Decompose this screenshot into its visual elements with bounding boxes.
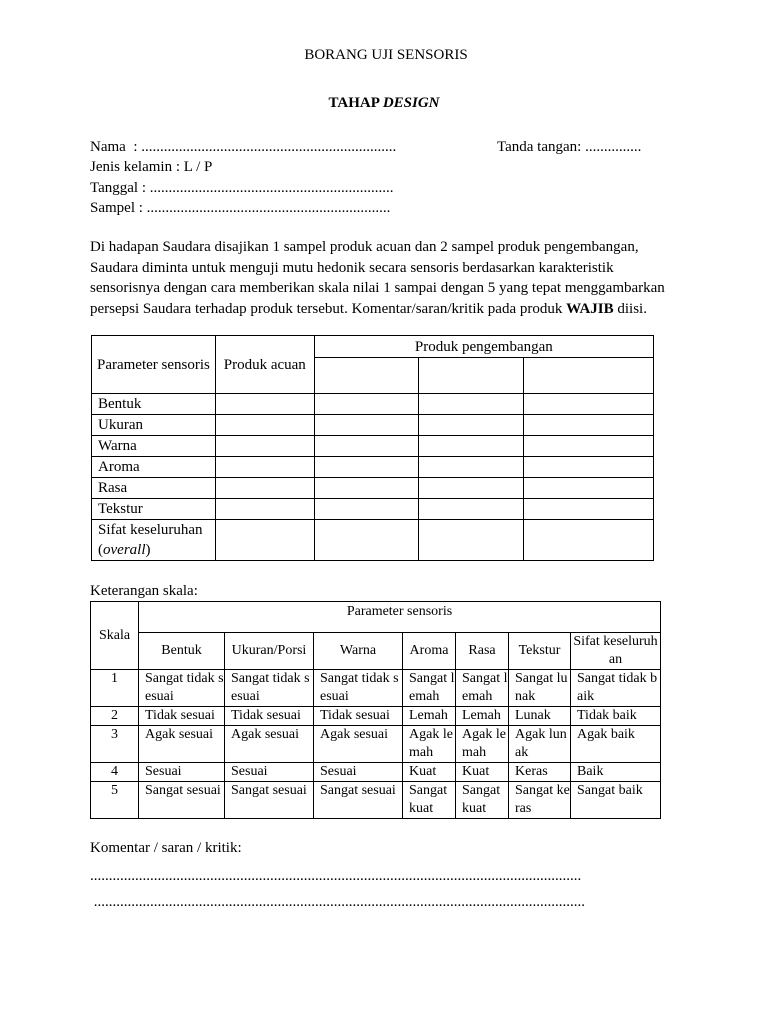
tanda-tangan-field[interactable]: Tanda tangan: ............... bbox=[497, 139, 642, 155]
scale-cell: Sangat tidak sesuai bbox=[139, 670, 225, 707]
scale-cell: Sangat lunak bbox=[509, 670, 571, 707]
row-label-aroma: Aroma bbox=[92, 457, 216, 478]
scale-cell: Tidak baik bbox=[571, 707, 661, 726]
input-cell[interactable] bbox=[215, 394, 314, 415]
subtitle-prefix: TAHAP bbox=[328, 95, 383, 111]
scale-cell: Sangat sesuai bbox=[314, 782, 403, 819]
row-label-sifat-keseluruhan bbox=[92, 520, 216, 561]
scale-cell: Lunak bbox=[509, 707, 571, 726]
overall-italic: overall bbox=[103, 542, 146, 558]
comment-label: Komentar / saran / kritik: bbox=[90, 840, 242, 856]
overall-close: ) bbox=[145, 542, 151, 558]
scale-cell: Sangat kuat bbox=[403, 782, 456, 819]
input-cell[interactable] bbox=[524, 436, 654, 457]
input-cell[interactable] bbox=[419, 457, 524, 478]
input-cell[interactable] bbox=[419, 394, 524, 415]
row-label-tekstur: Tekstur bbox=[92, 499, 216, 520]
col-header-bentuk: Bentuk bbox=[139, 633, 225, 670]
sampel-field[interactable]: Sampel : ................................................................. bbox=[90, 200, 391, 216]
page-title: BORANG UJI SENSORIS bbox=[304, 47, 468, 63]
scale-value: 1 bbox=[91, 670, 139, 707]
scale-cell: Agak sesuai bbox=[314, 726, 403, 763]
input-cell[interactable] bbox=[215, 415, 314, 436]
input-cell[interactable] bbox=[314, 520, 419, 561]
scale-cell: Agak lemah bbox=[403, 726, 456, 763]
col-header-warna: Warna bbox=[314, 633, 403, 670]
input-cell[interactable] bbox=[314, 457, 419, 478]
col-header-ukuran-porsi: Ukuran/Porsi bbox=[225, 633, 314, 670]
instructions-end: diisi. bbox=[613, 300, 647, 317]
scale-cell: Tidak sesuai bbox=[314, 707, 403, 726]
input-cell[interactable] bbox=[314, 478, 419, 499]
scale-cell: Keras bbox=[509, 763, 571, 782]
input-cell[interactable] bbox=[524, 457, 654, 478]
input-cell[interactable] bbox=[419, 520, 524, 561]
input-cell[interactable] bbox=[524, 478, 654, 499]
scale-cell: Kuat bbox=[403, 763, 456, 782]
scale-cell: Lemah bbox=[456, 707, 509, 726]
input-cell[interactable] bbox=[524, 415, 654, 436]
jenis-kelamin-field[interactable]: Jenis kelamin : L / P bbox=[90, 159, 213, 175]
scale-cell: Lemah bbox=[403, 707, 456, 726]
input-cell[interactable] bbox=[215, 499, 314, 520]
scale-cell: Agak lunak bbox=[509, 726, 571, 763]
instructions-bold: WAJIB bbox=[566, 300, 614, 317]
scale-table bbox=[90, 601, 661, 819]
col-header-sifat-keseluruhan: Sifat keseluruhan bbox=[571, 633, 661, 670]
scale-cell: Sangat keras bbox=[509, 782, 571, 819]
header-skala: Skala bbox=[91, 602, 139, 670]
input-cell[interactable] bbox=[215, 436, 314, 457]
input-cell[interactable] bbox=[419, 499, 524, 520]
row-label-rasa: Rasa bbox=[92, 478, 216, 499]
scale-cell: Agak sesuai bbox=[139, 726, 225, 763]
comment-line-1[interactable]: ................................................................................................................................... bbox=[90, 868, 582, 884]
scale-value: 3 bbox=[91, 726, 139, 763]
scale-cell: Sangat lemah bbox=[456, 670, 509, 707]
instructions-text: Di hadapan Saudara disajikan 1 sampel produk acuan dan 2 sampel produk pengembangan, Saudara diminta untuk menguji mutu hedonik secara sensoris berdasarkan karakteristik sensorisnya dengan cara memberikan skala nilai 1 sampai dengan 5 yang tepat menggambarkan persepsi Saudara terhadap produk tersebut. Komentar/saran/kritik pada produk bbox=[90, 239, 665, 317]
evaluation-table bbox=[91, 335, 654, 561]
col-header-tekstur: Tekstur bbox=[509, 633, 571, 670]
input-cell[interactable] bbox=[215, 457, 314, 478]
input-cell[interactable] bbox=[524, 520, 654, 561]
comment-line-2[interactable]: ................................................................................................................................... bbox=[90, 894, 585, 910]
scale-cell: Sesuai bbox=[314, 763, 403, 782]
input-cell[interactable] bbox=[524, 499, 654, 520]
scale-cell: Sangat tidak sesuai bbox=[225, 670, 314, 707]
pengembangan-col-1 bbox=[314, 358, 419, 394]
overall-open: ( bbox=[98, 542, 103, 558]
scale-value: 5 bbox=[91, 782, 139, 819]
header-parameter-sensoris: Parameter sensoris bbox=[92, 336, 216, 394]
scale-value: 2 bbox=[91, 707, 139, 726]
scale-cell: Tidak sesuai bbox=[139, 707, 225, 726]
scale-value: 4 bbox=[91, 763, 139, 782]
page-subtitle bbox=[0, 93, 768, 113]
input-cell[interactable] bbox=[314, 499, 419, 520]
scale-cell: Sangat kuat bbox=[456, 782, 509, 819]
header-produk-acuan: Produk acuan bbox=[215, 336, 314, 394]
input-cell[interactable] bbox=[419, 478, 524, 499]
row-label-warna: Warna bbox=[92, 436, 216, 457]
scale-cell: Agak sesuai bbox=[225, 726, 314, 763]
instructions-paragraph bbox=[90, 237, 680, 319]
subtitle-italic: DESIGN bbox=[382, 95, 440, 111]
scale-cell: Sangat tidak baik bbox=[571, 670, 661, 707]
pengembangan-col-2 bbox=[419, 358, 524, 394]
scale-cell: Sangat baik bbox=[571, 782, 661, 819]
header-parameter-sensoris-scale: Parameter sensoris bbox=[139, 602, 661, 633]
header-produk-pengembangan: Produk pengembangan bbox=[314, 336, 653, 358]
input-cell[interactable] bbox=[215, 520, 314, 561]
scale-cell: Sangat sesuai bbox=[225, 782, 314, 819]
input-cell[interactable] bbox=[419, 436, 524, 457]
scale-cell: Sangat sesuai bbox=[139, 782, 225, 819]
scale-cell: Sesuai bbox=[225, 763, 314, 782]
input-cell[interactable] bbox=[314, 436, 419, 457]
row-label-ukuran: Ukuran bbox=[92, 415, 216, 436]
scale-cell: Kuat bbox=[456, 763, 509, 782]
row-label-bentuk: Bentuk bbox=[92, 394, 216, 415]
input-cell[interactable] bbox=[419, 415, 524, 436]
input-cell[interactable] bbox=[314, 394, 419, 415]
input-cell[interactable] bbox=[314, 415, 419, 436]
scale-caption: Keterangan skala: bbox=[90, 583, 198, 599]
scale-cell: Sangat lemah bbox=[403, 670, 456, 707]
scale-cell: Agak lemah bbox=[456, 726, 509, 763]
scale-cell: Agak baik bbox=[571, 726, 661, 763]
input-cell[interactable] bbox=[215, 478, 314, 499]
scale-cell: Tidak sesuai bbox=[225, 707, 314, 726]
col-header-rasa: Rasa bbox=[456, 633, 509, 670]
sifat-keseluruhan-label: Sifat keseluruhan bbox=[98, 522, 203, 538]
nama-field[interactable]: Nama : .................................................................... bbox=[90, 139, 397, 155]
scale-cell: Sesuai bbox=[139, 763, 225, 782]
pengembangan-col-3 bbox=[524, 358, 654, 394]
col-header-aroma: Aroma bbox=[403, 633, 456, 670]
tanggal-field[interactable]: Tanggal : ................................................................. bbox=[90, 180, 394, 196]
input-cell[interactable] bbox=[524, 394, 654, 415]
scale-cell: Baik bbox=[571, 763, 661, 782]
scale-cell: Sangat tidak sesuai bbox=[314, 670, 403, 707]
